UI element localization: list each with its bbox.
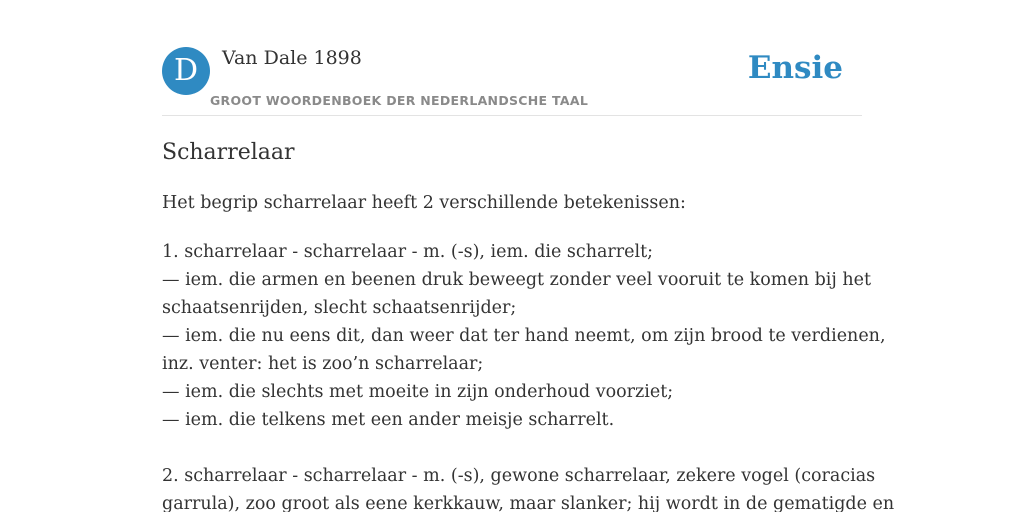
entry-intro: Het begrip scharrelaar heeft 2 verschillende betekenissen: [162, 193, 686, 213]
definition-line: — iem. die telkens met een ander meisje scharrelt. [162, 410, 615, 430]
definition-line: — iem. die slechts met moeite in zijn onderhoud voorziet; [162, 382, 674, 402]
source-logo[interactable]: D [162, 47, 210, 95]
definition-line: 2. scharrelaar - scharrelaar - m. (-s), gewone scharrelaar, zekere vogel (coracias [162, 466, 876, 486]
source-subtitle: GROOT WOORDENBOEK DER NEDERLANDSCHE TAAL [210, 93, 589, 108]
definition-line: inz. venter: het is zoo’n scharrelaar; [162, 354, 484, 374]
source-header [162, 47, 862, 116]
definition-item [162, 462, 895, 512]
source-title[interactable]: Van Dale 1898 [222, 47, 362, 69]
brand-logo[interactable]: Ensie [747, 50, 843, 86]
definition-line: garrula), zoo groot als eene kerkkauw, maar slanker; hij wordt in de gematigde en [162, 494, 895, 512]
entry-term: Scharrelaar [162, 140, 295, 165]
definition-line: — iem. die nu eens dit, dan weer dat ter hand neemt, om zijn brood te verdienen, [162, 326, 886, 346]
definition-line: — iem. die armen en beenen druk beweegt zonder veel vooruit te komen bij het [162, 270, 872, 290]
definition-line: schaatsenrijden, slecht schaatsenrijder; [162, 298, 517, 318]
definition-item [162, 238, 886, 434]
definition-line: 1. scharrelaar - scharrelaar - m. (-s), iem. die scharrelt; [162, 242, 654, 262]
definition-list [162, 238, 895, 512]
